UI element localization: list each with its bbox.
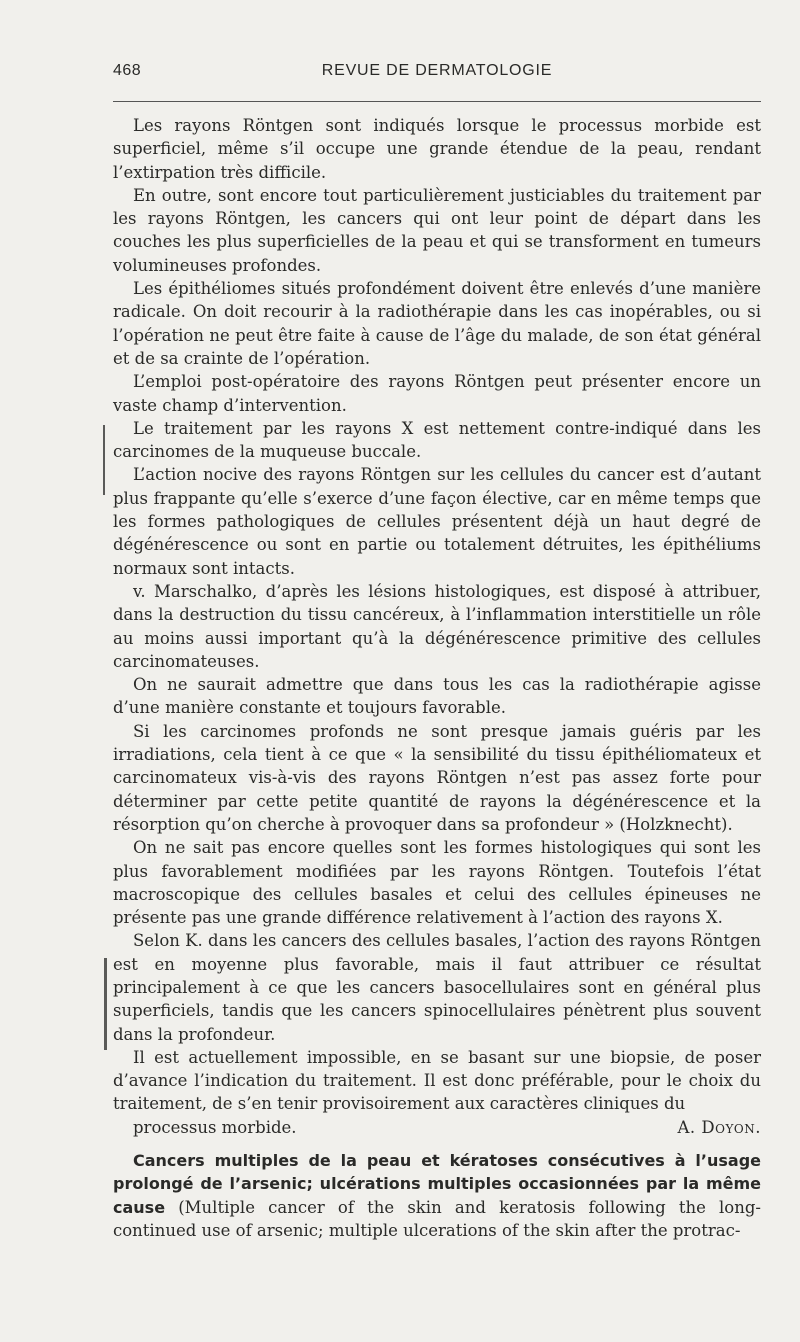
paragraph: L’emploi post-opératoire des rayons Röntgen peut présenter encore un vaste champ d’intervention. — [113, 372, 761, 415]
margin-annotation-mark — [104, 958, 107, 1050]
margin-annotation-mark — [103, 425, 105, 495]
page-number: 468 — [113, 62, 142, 79]
paragraph: Si les carcinomes profonds ne sont presque jamais guéris par les irradiations, cela tient à ce que « la sensibilité du tissu épithéliomateux et carcinomateux vis-à-vis des rayons Röntgen n’est pas assez forte pour déterminer par cette petite quantité de rayons la dégénérescence et la résorption qu’on cherche à provoquer dans sa profondeur » (Holzknecht). — [113, 721, 761, 834]
paragraph: En outre, sont encore tout particulièrement justiciables du traitement par les rayons Röntgen, les cancers qui ont leur point de départ dans les couches les plus superficielles de la peau et qui se transforment en tumeurs volumineuses profondes. — [113, 185, 761, 275]
paragraph: On ne sait pas encore quelles sont les formes histologiques qui sont les plus favorablement modifiées par les rayons Röntgen. Toutefois l’état macroscopique des cellules basales et celui des cellules épineuses ne présente pas une grande différence relativement à l’action des rayons X. — [113, 838, 761, 928]
paragraph: v. Marschalko, d’après les lésions histologiques, est disposé à attribuer, dans la destruction du tissu cancéreux, à l’inflammation interstitielle un rôle au moins aussi important qu’à la dégénérescence primitive des cellules carcinomateuses. — [113, 581, 761, 671]
paragraph: L’action nocive des rayons Röntgen sur les cellules du cancer est d’autant plus frappante qu’elle s’exerce d’une façon élective, car en même temps que les formes pathologiques de cellules présentent déjà un haut degré de dégénérescence ou sont en partie ou totalement détruites, les épithéliums normaux sont intacts. — [113, 465, 761, 578]
paragraph: Les rayons Röntgen sont indiqués lorsque le processus morbide est superficiel, même s’il occupe une grande étendue de la peau, rendant l’extirpation très difficile. — [113, 116, 761, 182]
running-title: REVUE DE DERMATOLOGIE — [321, 62, 553, 79]
article-body — [113, 114, 761, 1242]
next-article — [113, 1149, 761, 1242]
closing-text: processus morbide. — [133, 1117, 297, 1137]
paragraph: Selon K. dans les cancers des cellules basales, l’action des rayons Röntgen est en moyenne plus favorable, mais il faut attribuer ce résultat principalement à ce que les cancers basocellulaires sont en général plus superficiels, tandis que les cancers spinocellulaires pénètrent plus souvent dans la profondeur. — [113, 931, 761, 1044]
header-rule — [113, 101, 761, 102]
author-signature: A. Doyon. — [677, 1117, 761, 1137]
paragraph: Les épithéliomes situés profondément doivent être enlevés d’une manière radicale. On doit recourir à la radiothérapie dans les cas inopérables, ou si l’opération ne peut être faite à cause de l’âge du malade, de son état général et de sa crainte de l’opération. — [113, 279, 761, 368]
paragraph: On ne saurait admettre que dans tous les cas la radiothérapie agisse d’une manière constante et toujours favorable. — [113, 675, 761, 718]
page-header — [113, 62, 761, 86]
paragraph: Le traitement par les rayons X est nettement contre-indiqué dans les carcinomes de la muqueuse buccale. — [113, 418, 761, 462]
article-title: Cancers multiples de la peau et kératoses consécutives à l’usage prolongé de l’arsenic; ulcérations multiples occasionnées par la même cause — [113, 1151, 761, 1217]
closing-line — [113, 1116, 761, 1139]
paragraph: Il est actuellement impossible, en se basant sur une biopsie, de poser d’avance l’indication du traitement. Il est donc préférable, pour le choix du traitement, de s’en tenir provisoirement aux caractères cliniques du — [113, 1047, 761, 1114]
article-title-continuation: (Multiple cancer of the skin and keratosis following the long-continued use of arsenic; multiple ulcerations of the skin after the protrac- — [113, 1197, 761, 1240]
